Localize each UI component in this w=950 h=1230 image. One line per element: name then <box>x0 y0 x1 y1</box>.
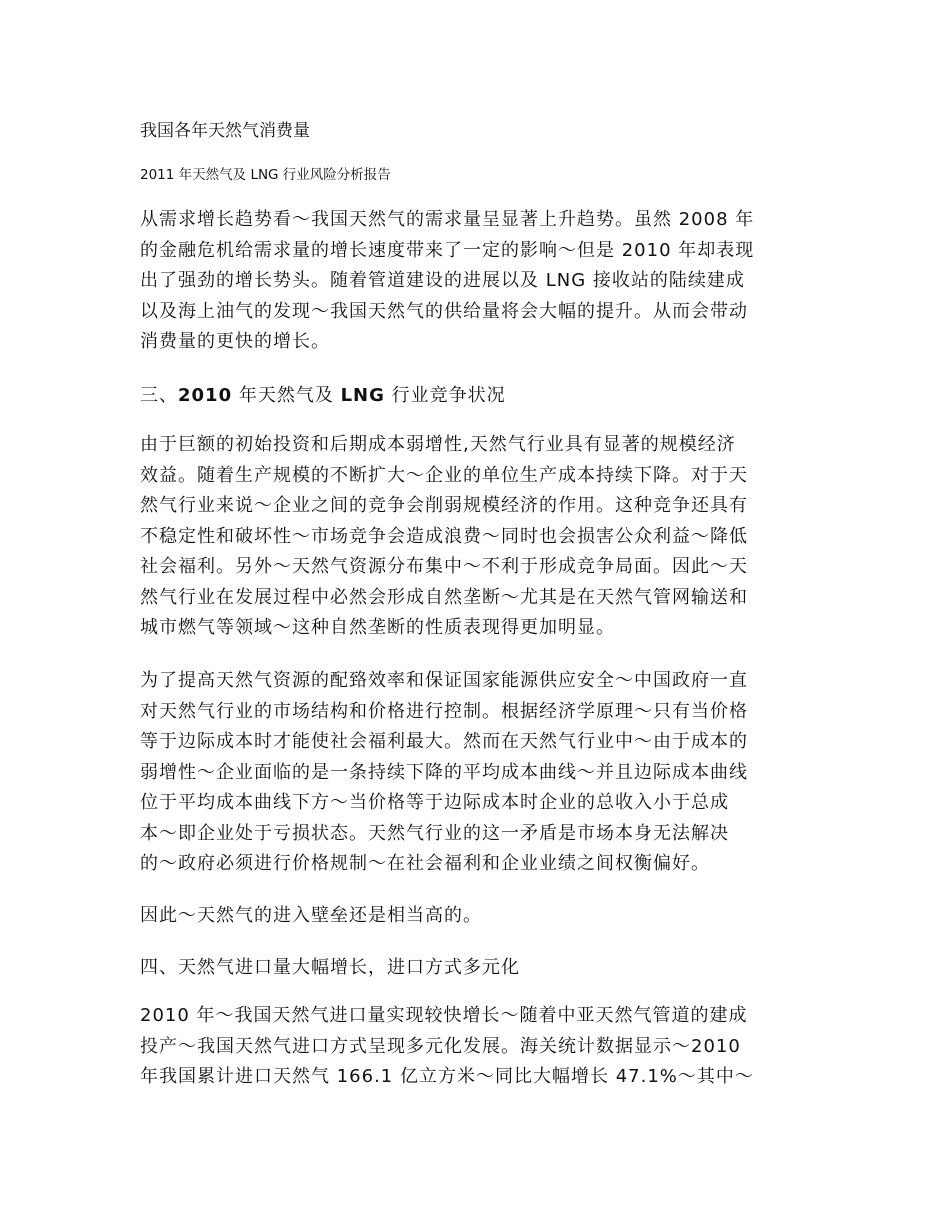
paragraph-import-growth <box>140 1001 754 1093</box>
text-line: 本～即企业处于亏损状态。天然气行业的这一矛盾是市场本身无法解决 <box>140 822 729 844</box>
text-line: 然气行业在发展过程中必然会形成自然垄断～尤其是在天然气管网输送和 <box>140 586 748 608</box>
text-line: 的金融危机给需求量的增长速度带来了一定的影响～但是 2010 年却表现 <box>140 239 755 261</box>
heading-prefix: 三、 <box>140 385 178 406</box>
paragraph-entry-barrier <box>140 901 482 932</box>
text-line: 弱增性～企业面临的是一条持续下降的平均成本曲线～并且边际成本曲线 <box>140 761 748 783</box>
text-line: 社会福利。另外～天然气资源分布集中～不利于形成竞争局面。因此～天 <box>140 556 748 577</box>
text-line: 因此～天然气的进入壁垒还是相当高的。 <box>140 905 482 926</box>
text-line: 效益。随着生产规模的不断扩大～企业的单位生产成本持续下降。对于天 <box>140 464 748 486</box>
text-line: 投产～我国天然气进口方式呈现多元化发展。海关统计数据显示～2010 <box>140 1035 741 1057</box>
text-line: 城市燃气等领域～这种自然垄断的性质表现得更加明显。 <box>140 617 615 638</box>
text-line: 年我国累计进口天然气 166.1 亿立方米～同比大幅增长 47.1%～其中～ <box>140 1066 754 1087</box>
heading-lng: LNG <box>340 385 385 406</box>
text-line: 2010 年～我国天然气进口量实现较快增长～随着中亚天然气管道的建成 <box>140 1005 748 1026</box>
text-line: 的～政府必须进行价格规制～在社会福利和企业业绩之间权衡偏好。 <box>140 853 710 874</box>
text-line: 以及海上油气的发现～我国天然气的供给量将会大幅的提升。从而会带动 <box>140 300 748 322</box>
figure-caption: 我国各年天然气消费量 <box>140 121 310 141</box>
section-heading-competition <box>140 382 506 410</box>
text-line: 等于边际成本时才能使社会福利最大。然而在天然气行业中～由于成本的 <box>140 731 748 752</box>
text-line: 不稳定性和破坏性～市场竞争会造成浪费～同时也会损害公众利益～降低 <box>140 525 748 547</box>
report-name: 2011 年天然气及 LNG 行业风险分析报告 <box>140 167 391 183</box>
paragraph-demand-trend <box>140 205 754 358</box>
paragraph-price-control <box>140 666 748 880</box>
text-line: 为了提高天然气资源的配臵效率和保证国家能源供应安全～中国政府一直 <box>140 670 748 691</box>
text-line: 对天然气行业的市场结构和价格进行控制。根据经济学原理～只有当价格 <box>140 700 748 722</box>
text-line: 由于巨额的初始投资和后期成本弱增性,天然气行业具有显著的规模经济 <box>140 434 736 455</box>
paragraph-scale-economy <box>140 430 748 644</box>
heading-suffix: 行业竞争状况 <box>384 385 506 406</box>
section-heading-imports: 四、天然气进口量大幅增长，进口方式多元化 <box>140 957 520 978</box>
text-line: 位于平均成本曲线下方～当价格等于边际成本时企业的总收入小于总成 <box>140 792 729 813</box>
heading-year: 2010 <box>178 385 233 406</box>
text-line: 出了强劲的增长势头。随着管道建设的进展以及 LNG 接收站的陆续建成 <box>140 270 745 291</box>
heading-mid: 年天然气及 <box>232 385 341 406</box>
text-line: 然气行业来说～企业之间的竞争会削弱规模经济的作用。这种竞争还具有 <box>140 495 748 516</box>
text-line: 消费量的更快的增长。 <box>140 331 330 352</box>
text-line: 从需求增长趋势看～我国天然气的需求量呈显著上升趋势。虽然 2008 年 <box>140 209 755 230</box>
